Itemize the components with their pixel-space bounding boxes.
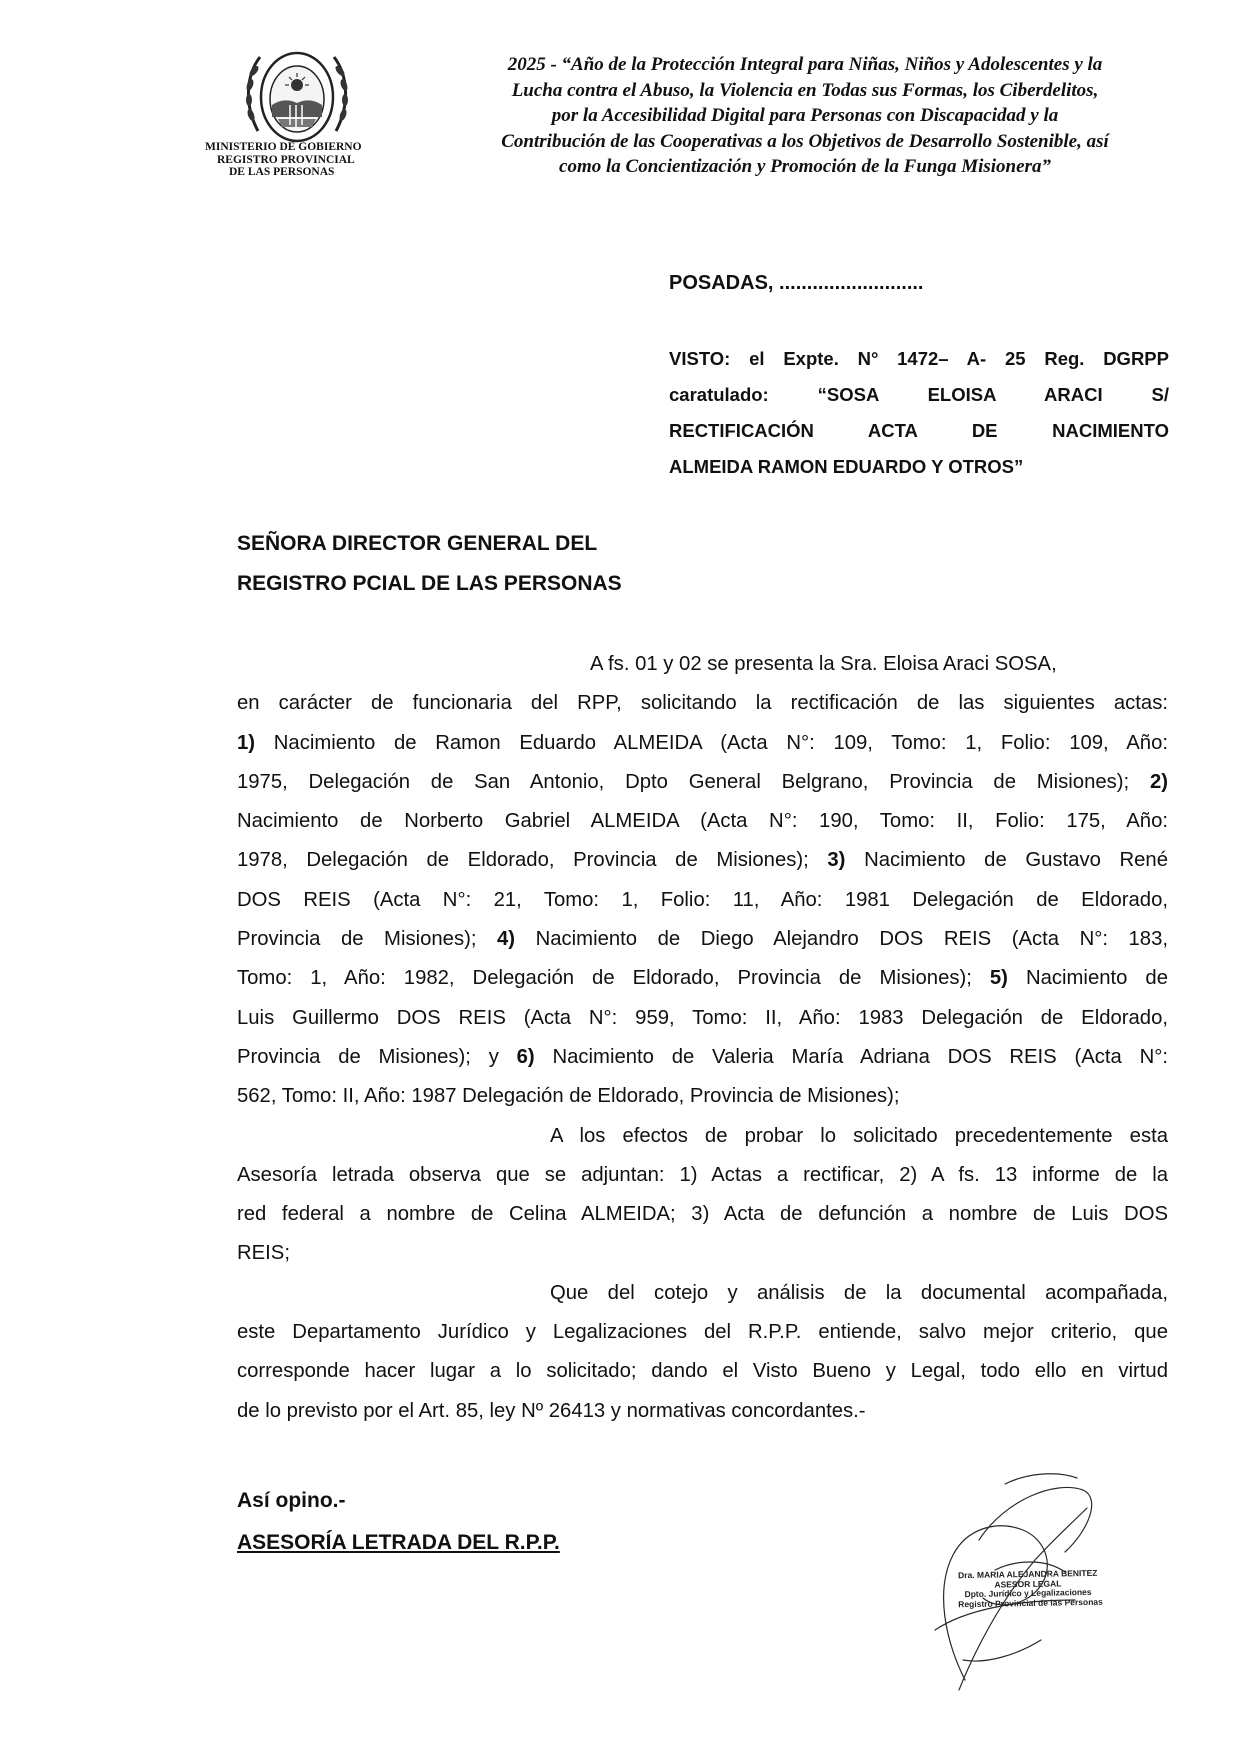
official-stamp bbox=[958, 1567, 1103, 1609]
body-text: Provincia de Misiones); y bbox=[237, 1045, 517, 1068]
motto-line: Lucha contra el Abuso, la Violencia en Todas sus Formas, los Ciberdelitos, bbox=[511, 79, 1099, 101]
document-body bbox=[237, 645, 1168, 1431]
item-number: 2) bbox=[1149, 770, 1168, 793]
ministry-line: MINISTERIO DE GOBIERNO bbox=[205, 141, 362, 153]
body-text: Nacimiento de Valeria María Adriana DOS REIS (Acta N°: bbox=[534, 1045, 1168, 1068]
visto-line: ALMEIDA RAMON EDUARDO Y OTROS” bbox=[669, 456, 1024, 477]
body-line bbox=[237, 920, 1168, 959]
item-number: 3) bbox=[827, 849, 846, 872]
body-line bbox=[237, 1274, 1168, 1313]
body-text: Tomo: 1, Año: 1982, Delegación de Eldorado, Provincia de Misiones); bbox=[237, 967, 990, 990]
body-line bbox=[237, 1392, 1168, 1431]
body-text: Provincia de Misiones); bbox=[237, 928, 498, 951]
ministry-line: DE LAS PERSONAS bbox=[229, 166, 335, 178]
closing-office: ASESORÍA LETRADA DEL R.P.P. bbox=[237, 1531, 560, 1554]
motto-line: por la Accesibilidad Digital para Personas con Discapacidad y la bbox=[551, 105, 1059, 126]
body-line bbox=[237, 841, 1168, 880]
addressee bbox=[237, 524, 622, 604]
body-line bbox=[237, 959, 1168, 998]
body-text: en carácter de funcionaria del RPP, solicitando la rectificación de las siguientes actas: bbox=[237, 692, 1168, 715]
place-date: POSADAS, .......................... bbox=[669, 272, 924, 294]
body-text: Nacimiento de Gustavo René bbox=[845, 849, 1168, 872]
body-line bbox=[237, 1195, 1168, 1234]
ministry-line: REGISTRO PROVINCIAL bbox=[217, 153, 355, 166]
body-text: Que del cotejo y análisis de la documental acompañada, bbox=[550, 1281, 1168, 1304]
body-text: de lo previsto por el Art. 85, ley Nº 26413 y normativas concordantes.- bbox=[237, 1399, 866, 1422]
body-text: corresponde hacer lugar a lo solicitado; dando el Visto Bueno y Legal, todo ello en virtud bbox=[237, 1360, 1168, 1383]
body-text: red federal a nombre de Celina ALMEIDA; 3) Acta de defunción a nombre de Luis DOS bbox=[237, 1203, 1168, 1226]
addressee-line: REGISTRO PCIAL DE LAS PERSONAS bbox=[237, 572, 622, 595]
body-line bbox=[237, 802, 1168, 841]
body-line bbox=[237, 1077, 1168, 1116]
body-line bbox=[237, 1156, 1168, 1195]
body-line bbox=[237, 763, 1168, 802]
stamp-line: Dra. MARIA ALEJANDRA BENITEZ bbox=[958, 1567, 1098, 1581]
body-text: Nacimiento de Diego Alejandro DOS REIS (Acta N°: 183, bbox=[515, 928, 1168, 951]
item-number: 5) bbox=[989, 967, 1008, 990]
stamp-line: Dpto. Jurídico y Legalizaciones bbox=[964, 1586, 1092, 1600]
body-text: Nacimiento de bbox=[1007, 967, 1168, 990]
body-line bbox=[237, 1313, 1168, 1352]
body-text: 1975, Delegación de San Antonio, Dpto General Belgrano, Provincia de Misiones); bbox=[237, 770, 1150, 793]
province-crest-icon bbox=[238, 45, 356, 151]
item-number: 4) bbox=[497, 928, 516, 951]
body-text: A los efectos de probar lo solicitado precedentemente esta bbox=[550, 1124, 1168, 1147]
visto-line: caratulado: “SOSA ELOISA ARACI S/ bbox=[669, 384, 1169, 405]
motto-line: Contribución de las Cooperativas a los Objetivos de Desarrollo Sostenible, así bbox=[501, 130, 1109, 152]
body-line bbox=[237, 1038, 1168, 1077]
closing-opinion: Así opino.- bbox=[237, 1489, 346, 1512]
ministry-name bbox=[205, 141, 395, 179]
body-text: Luis Guillermo DOS REIS (Acta N°: 959, Tomo: II, Año: 1983 Delegación de Eldorado, bbox=[237, 1006, 1168, 1029]
body-text: DOS REIS (Acta N°: 21, Tomo: 1, Folio: 11, Año: 1981 Delegación de Eldorado, bbox=[237, 888, 1168, 911]
body-line bbox=[237, 1234, 1168, 1273]
body-line bbox=[237, 684, 1168, 723]
motto-line: como la Concientización y Promoción de la Funga Misionera” bbox=[559, 156, 1051, 177]
body-line bbox=[237, 881, 1168, 920]
body-text: este Departamento Jurídico y Legalizaciones del R.P.P. entiende, salvo mejor criterio, que bbox=[237, 1321, 1168, 1344]
motto-line: 2025 - “Año de la Protección Integral para Niñas, Niños y Adolescentes y la bbox=[507, 54, 1103, 75]
body-line bbox=[237, 645, 1168, 684]
body-text: A fs. 01 y 02 se presenta la Sra. Eloisa Araci SOSA, bbox=[590, 653, 1057, 675]
body-text: REIS; bbox=[237, 1242, 290, 1265]
body-line bbox=[237, 1352, 1168, 1391]
stamp-line: ASESOR LEGAL bbox=[994, 1577, 1062, 1590]
body-line bbox=[237, 1117, 1168, 1156]
visto-line: RECTIFICACIÓN ACTA DE NACIMIENTO bbox=[669, 420, 1169, 441]
body-text: Asesoría letrada observa que se adjuntan: 1) Actas a rectificar, 2) A fs. 13 informe de la bbox=[237, 1163, 1168, 1186]
body-text: Nacimiento de Norberto Gabriel ALMEIDA (Acta N°: 190, Tomo: II, Folio: 175, Año: bbox=[237, 810, 1168, 833]
addressee-line: SEÑORA DIRECTOR GENERAL DEL bbox=[237, 532, 598, 555]
closing-block bbox=[237, 1480, 560, 1564]
body-line bbox=[237, 724, 1168, 763]
item-number: 1) bbox=[237, 731, 256, 754]
body-line bbox=[237, 999, 1168, 1038]
visto-block bbox=[669, 341, 1169, 485]
visto-line: VISTO: el Expte. N° 1472– A- 25 Reg. DGRPP bbox=[669, 348, 1169, 369]
stamp-line: Registro Provincial de las Personas bbox=[958, 1596, 1103, 1609]
year-motto bbox=[455, 52, 1155, 180]
item-number: 6) bbox=[516, 1045, 535, 1068]
body-text: Nacimiento de Ramon Eduardo ALMEIDA (Acta N°: 109, Tomo: 1, Folio: 109, Año: bbox=[255, 731, 1168, 754]
body-text: 1978, Delegación de Eldorado, Provincia de Misiones); bbox=[237, 849, 828, 872]
body-text: 562, Tomo: II, Año: 1987 Delegación de Eldorado, Provincia de Misiones); bbox=[237, 1085, 900, 1108]
